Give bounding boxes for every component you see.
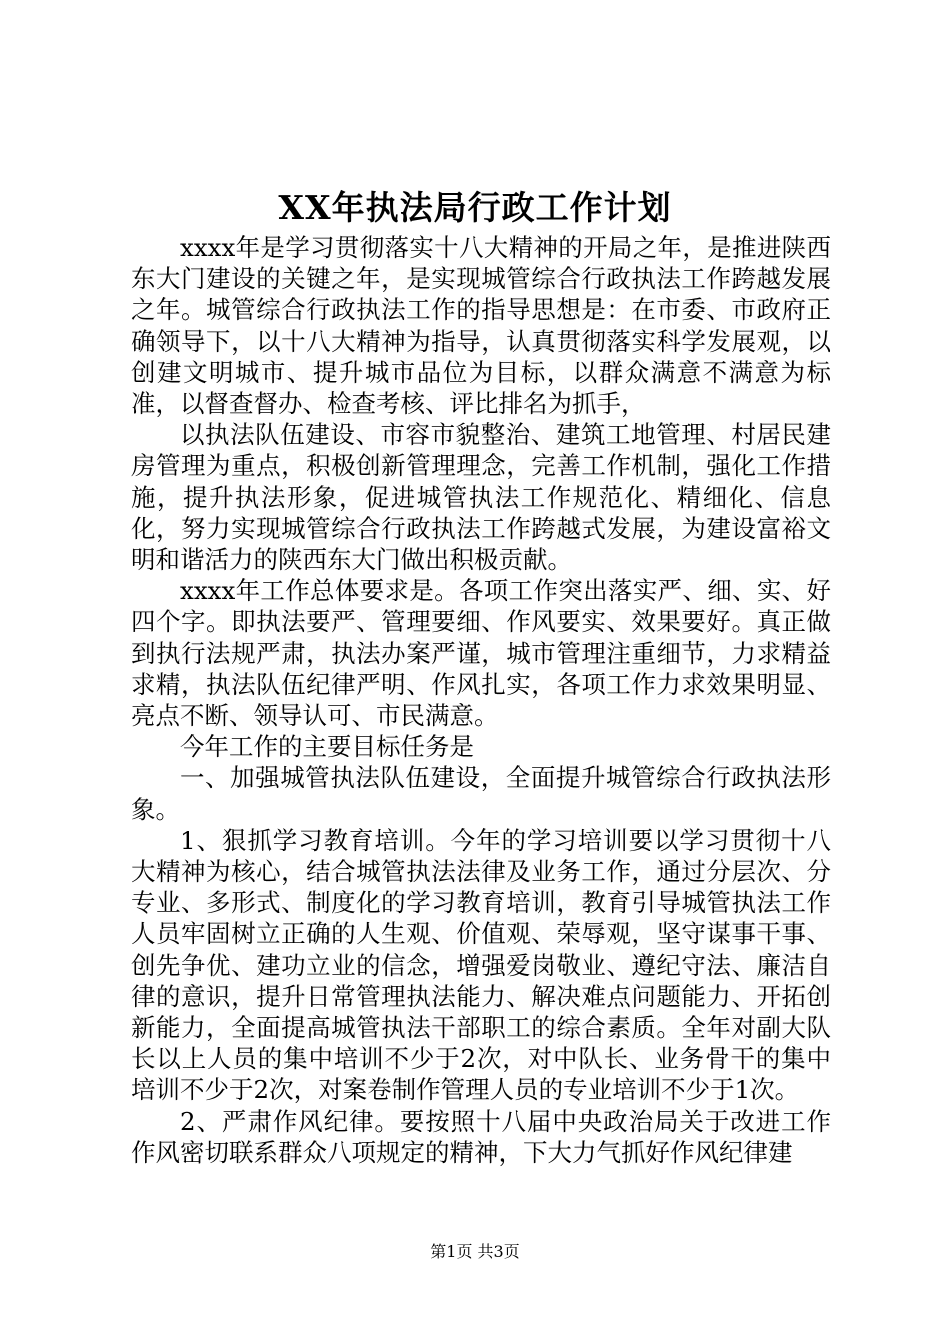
paragraph: xxxx年是学习贯彻落实十八大精神的开局之年，是推进陕西东大门建设的关键之年，是实现城管综合行政执法工作跨越发展之年。城管综合行政执法工作的指导思想是：在市委、市政府正确领导下，以十八大精神为指导，认真贯彻落实科学发展观，以创建文明城市、提升城市品位为目标，以群众满意不满意为标准，以督查督办、检查考核、评比排名为抓手， [131,233,831,419]
paragraph: 一、加强城管执法队伍建设，全面提升城管综合行政执法形象。 [131,763,831,824]
paragraph: 2、严肃作风纪律。要按照十八届中央政治局关于改进工作作风密切联系群众八项规定的精神，下大力气抓好作风纪律建 [131,1106,831,1167]
page-title: XX年执法局行政工作计划 [278,188,672,227]
paragraph: 以执法队伍建设、市容市貌整治、建筑工地管理、村居民建房管理为重点，积极创新管理理念，完善工作机制，强化工作措施，提升执法形象，促进城管执法工作规范化、精细化、信息化，努力实现城管综合行政执法工作跨越式发展，为建设富裕文明和谐活力的陕西东大门做出积极贡献。 [131,420,831,575]
page-footer: 第1页 共3页 [430,1242,520,1261]
paragraph: 1、狠抓学习教育培训。今年的学习培训要以学习贯彻十八大精神为核心，结合城管执法法律及业务工作，通过分层次、分专业、多形式、制度化的学习教育培训，教育引导城管执法工作人员牢固树立正确的人生观、价值观、荣辱观，坚守谋事干事、创先争优、建功立业的信念，增强爱岗敬业、遵纪守法、廉洁自律的意识，提升日常管理执法能力、解决难点问题能力、开拓创新能力，全面提高城管执法干部职工的综合素质。全年对副大队长以上人员的集中培训不少于2次，对中队长、业务骨干的集中培训不少于2次，对案卷制作管理人员的专业培训不少于1次。 [131,825,831,1105]
paragraph: xxxx年工作总体要求是。各项工作突出落实严、细、实、好四个字。即执法要严、管理要细、作风要实、效果要好。真正做到执行法规严肃，执法办案严谨，城市管理注重细节，力求精益求精，执法队伍纪律严明、作风扎实，各项工作力求效果明显、亮点不断、领导认可、市民满意。 [131,576,831,731]
paragraph: 今年工作的主要目标任务是 [180,732,474,762]
document-body [131,232,831,1168]
